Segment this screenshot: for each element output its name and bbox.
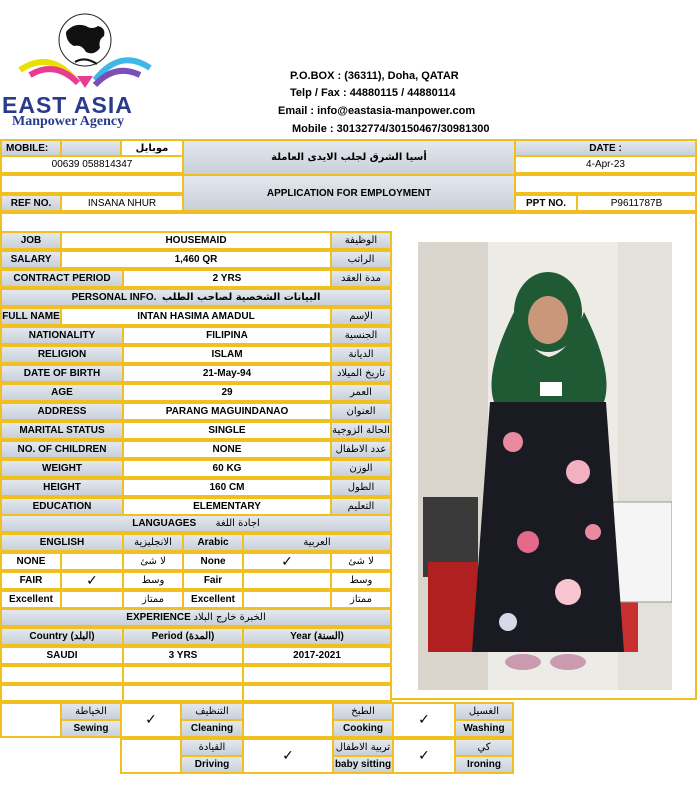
lang-arabic-level-ar: وسط [330,571,392,590]
date-label: DATE : [514,139,697,157]
personal-label-ar: الحالة الزوجية [330,421,392,440]
contact-email: Email : info@eastasia-manpower.com [278,105,476,117]
lang-arabic-level: None [182,552,244,571]
contact-mobile: Mobile : 30132774/30150467/30981300 [292,123,490,135]
exp-empty-2b [122,684,244,702]
lang-arabic-level-ar: ممتاز [330,590,392,609]
lang-english-check: ✓ [60,571,124,590]
exp-empty-1b [122,665,244,684]
skills-left-blank [0,702,62,738]
personal-value: ISLAM [122,345,332,364]
lang-english-level: NONE [0,552,62,571]
lang-arabic-check [242,590,332,609]
exp-col-period: Period (المدة) [122,627,244,646]
ppt-label: PPT NO. [514,194,578,212]
job-ar: الوظيفة [330,231,392,250]
job-label: JOB [0,231,62,250]
personal-value: SINGLE [122,421,332,440]
personal-info-label-ar: البيانات الشخصية لصاحب الطلب [161,292,321,303]
contract-label: CONTRACT PERIOD [0,269,124,288]
lang-arabic-check [242,571,332,590]
lang-english-level: FAIR [0,571,62,590]
mobile-label-ar: موبايل [120,139,184,157]
washing-ar: الغسيل [454,702,514,721]
ironing-ar: كي [454,738,514,757]
personal-value: PARANG MAGUINDANAO [122,402,332,421]
personal-label-ar: الإسم [330,307,392,326]
salary-value: 1,460 QR [60,250,332,269]
babysitting-ar: تربية الاطفال [332,738,394,757]
personal-label: AGE [0,383,124,402]
contact-pobox: P.O.BOX : (36311), Doha, QATAR [290,70,459,82]
date-value: 4-Apr-23 [514,155,697,174]
personal-label-ar: عدد الاطفال [330,440,392,459]
exp-col-year: Year (السنة) [242,627,392,646]
personal-label: MARITAL STATUS [0,421,124,440]
personal-label-ar: تاريخ الميلاد [330,364,392,383]
english-header-ar: الانجليزية [122,533,184,552]
personal-info-title [0,288,392,307]
personal-label-ar: الوزن [330,459,392,478]
languages-label-ar: اجادة اللغة [215,518,260,529]
personal-value: 60 KG [122,459,332,478]
personal-value: ELEMENTARY [122,497,332,516]
sewing-check: ✓ [120,702,182,738]
cleaning-check [242,702,334,738]
cleaning-ar: التنظيف [180,702,244,721]
personal-label-ar: العنوان [330,402,392,421]
driving-label: Driving [180,755,244,774]
cooking-check: ✓ [392,702,456,738]
personal-value: INTAN HASIMA AMADUL [60,307,332,326]
lang-english-check [60,552,124,571]
english-header: ENGLISH [0,533,124,552]
personal-value: 29 [122,383,332,402]
experience-title [0,608,392,627]
personal-label: EDUCATION [0,497,124,516]
exp-country: SAUDI [0,646,124,665]
personal-label: NO. OF CHILDREN [0,440,124,459]
arabic-agency-title: أسيا الشرق لجلب الايدى العاملة [182,139,516,176]
babysitting-check: ✓ [392,738,456,774]
lang-arabic-level: Fair [182,571,244,590]
salary-label: SALARY [0,250,62,269]
personal-label-ar: الديانة [330,345,392,364]
personal-label: FULL NAME [0,307,62,326]
languages-label: LANGUAGES [132,518,197,529]
personal-label: DATE OF BIRTH [0,364,124,383]
personal-label: NATIONALITY [0,326,124,345]
exp-empty-1a [0,665,124,684]
personal-label: WEIGHT [0,459,124,478]
personal-info-label: PERSONAL INFO. [71,292,157,303]
personal-label-ar: الطول [330,478,392,497]
lang-english-level-ar: وسط [122,571,184,590]
personal-label-ar: التعليم [330,497,392,516]
experience-label-ar: الخبرة خارج البلاد [193,612,266,623]
applicant-photo [418,242,672,690]
form-title: APPLICATION FOR EMPLOYMENT [182,174,516,212]
arabic-header-ar: العربية [242,533,392,552]
personal-label: RELIGION [0,345,124,364]
skills-row2-blank [120,738,182,774]
applicant-photo-image [418,242,672,690]
driving-ar: القيادة [180,738,244,757]
washing-label: Washing [454,719,514,738]
cleaning-label: Cleaning [180,719,244,738]
lang-english-level-ar: ممتاز [122,590,184,609]
ref-label: REF NO. [0,194,62,212]
exp-col-country: Country (البلد) [0,627,124,646]
lang-english-level: Excellent [0,590,62,609]
personal-value: FILIPINA [122,326,332,345]
ppt-value: P9611787B [576,194,697,212]
sewing-ar: الخياطة [60,702,122,721]
exp-empty-2a [0,684,124,702]
experience-label: EXPERIENCE [126,612,191,623]
personal-label-ar: الجنسية [330,326,392,345]
lang-arabic-level: Excellent [182,590,244,609]
exp-empty-2c [242,684,392,702]
cooking-ar: الطبخ [332,702,394,721]
mobile-value: 00639 058814347 [0,155,184,174]
blank-left [0,174,184,194]
agency-subname: Manpower Agency [12,114,125,129]
personal-label: ADDRESS [0,402,124,421]
personal-label: HEIGHT [0,478,124,497]
exp-empty-1c [242,665,392,684]
mobile-label: MOBILE: [0,139,62,157]
contact-telfax: Telp / Fax : 44880115 / 44880114 [290,87,456,99]
lang-arabic-level-ar: لا شئ [330,552,392,571]
contract-ar: مدة العقد [330,269,392,288]
ref-value: INSANA NHUR [60,194,184,212]
exp-year: 2017-2021 [242,646,392,665]
languages-title [0,514,392,533]
ironing-label: Ironing [454,755,514,774]
blank-right [514,174,697,194]
exp-period: 3 YRS [122,646,244,665]
lang-english-check [60,590,124,609]
salary-ar: الراتب [330,250,392,269]
arabic-header: Arabic [182,533,244,552]
agency-name: EAST ASIA [2,92,133,118]
babysitting-label: baby sitting [332,755,394,774]
personal-value: NONE [122,440,332,459]
personal-value: 160 CM [122,478,332,497]
sewing-label: Sewing [60,719,122,738]
lang-arabic-check: ✓ [242,552,332,571]
contract-value: 2 YRS [122,269,332,288]
personal-label-ar: العمر [330,383,392,402]
driving-check: ✓ [242,738,334,774]
job-value: HOUSEMAID [60,231,332,250]
personal-value: 21-May-94 [122,364,332,383]
cooking-label: Cooking [332,719,394,738]
lang-english-level-ar: لا شئ [122,552,184,571]
